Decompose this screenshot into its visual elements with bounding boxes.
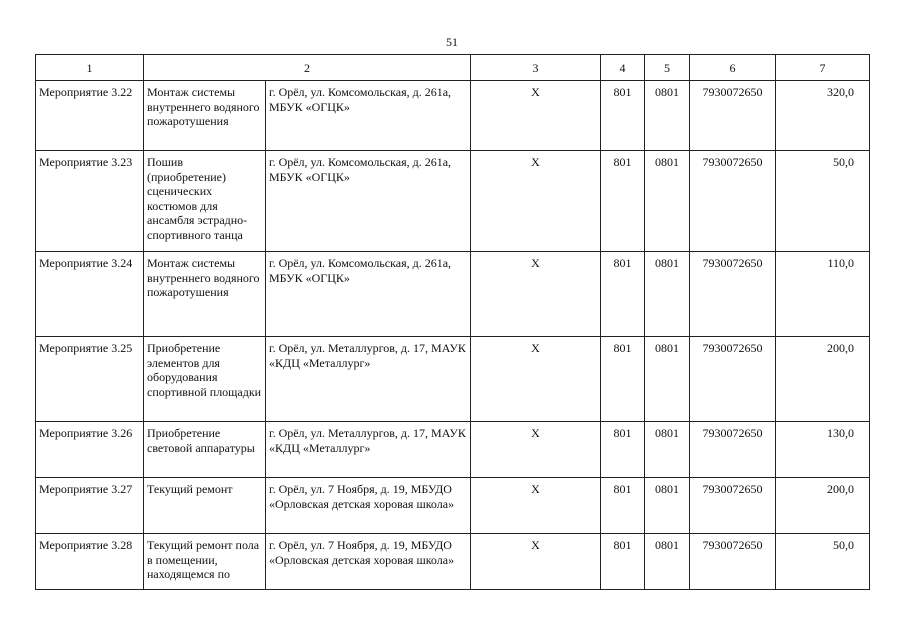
header-cell-3: 3 bbox=[471, 55, 601, 81]
col6-cell: 7930072650 bbox=[690, 422, 776, 478]
col7-cell bbox=[776, 422, 870, 478]
event-cell: Мероприятие 3.23 bbox=[36, 151, 144, 252]
page-number: 51 bbox=[446, 35, 458, 49]
col5-cell: 0801 bbox=[645, 252, 690, 337]
name-cell: Пошив (приобретение) сценических костюмов для ансамбля эстрадно-спортивного танца bbox=[144, 151, 266, 252]
col4-cell: 801 bbox=[601, 534, 645, 590]
col3-cell: X bbox=[471, 252, 601, 337]
col7-cell bbox=[776, 81, 870, 151]
name-cell: Приобретение элементов для оборудования спортивной площадки bbox=[144, 337, 266, 422]
col7-cell bbox=[776, 252, 870, 337]
address-cell: г. Орёл, ул. 7 Ноября, д. 19, МБУДО «Орловская детская хоровая школа» bbox=[266, 478, 471, 534]
col3-cell: X bbox=[471, 478, 601, 534]
col4-cell: 801 bbox=[601, 81, 645, 151]
event-cell: Мероприятие 3.27 bbox=[36, 478, 144, 534]
table-row bbox=[36, 478, 870, 534]
amount-value: 200,0 bbox=[827, 341, 854, 355]
col6-cell: 7930072650 bbox=[690, 151, 776, 252]
col7-cell bbox=[776, 534, 870, 590]
amount-value: 50,0 bbox=[833, 538, 854, 552]
col5-cell: 0801 bbox=[645, 534, 690, 590]
col6-cell: 7930072650 bbox=[690, 337, 776, 422]
col7-cell bbox=[776, 478, 870, 534]
header-cell-2: 2 bbox=[144, 55, 471, 81]
header-cell-1: 1 bbox=[36, 55, 144, 81]
name-cell: Текущий ремонт пола в помещении, находящемся по bbox=[144, 534, 266, 590]
col3-cell: X bbox=[471, 81, 601, 151]
col4-cell: 801 bbox=[601, 252, 645, 337]
col6-cell: 7930072650 bbox=[690, 478, 776, 534]
name-cell: Монтаж системы внутреннего водяного пожаротушения bbox=[144, 252, 266, 337]
name-cell: Приобретение световой аппаратуры bbox=[144, 422, 266, 478]
col5-cell: 0801 bbox=[645, 151, 690, 252]
table-row bbox=[36, 534, 870, 590]
name-cell: Текущий ремонт bbox=[144, 478, 266, 534]
amount-value: 320,0 bbox=[827, 85, 854, 99]
event-cell: Мероприятие 3.24 bbox=[36, 252, 144, 337]
address-cell: г. Орёл, ул. Комсомольская, д. 261а, МБУК «ОГЦК» bbox=[266, 151, 471, 252]
table-row bbox=[36, 252, 870, 337]
header-cell-6: 6 bbox=[690, 55, 776, 81]
header-cell-4: 4 bbox=[601, 55, 645, 81]
col4-cell: 801 bbox=[601, 422, 645, 478]
header-cell-5: 5 bbox=[645, 55, 690, 81]
table-row bbox=[36, 81, 870, 151]
col4-cell: 801 bbox=[601, 337, 645, 422]
col5-cell: 0801 bbox=[645, 478, 690, 534]
col6-cell: 7930072650 bbox=[690, 534, 776, 590]
col3-cell: X bbox=[471, 151, 601, 252]
address-cell: г. Орёл, ул. Комсомольская, д. 261а, МБУК «ОГЦК» bbox=[266, 252, 471, 337]
event-cell: Мероприятие 3.22 bbox=[36, 81, 144, 151]
name-cell: Монтаж системы внутреннего водяного пожаротушения bbox=[144, 81, 266, 151]
col7-cell bbox=[776, 337, 870, 422]
table-row bbox=[36, 151, 870, 252]
address-cell: г. Орёл, ул. Металлургов, д. 17, МАУК «КДЦ «Металлург» bbox=[266, 422, 471, 478]
col3-cell: X bbox=[471, 337, 601, 422]
col3-cell: X bbox=[471, 422, 601, 478]
col6-cell: 7930072650 bbox=[690, 252, 776, 337]
address-cell: г. Орёл, ул. 7 Ноября, д. 19, МБУДО «Орловская детская хоровая школа» bbox=[266, 534, 471, 590]
table-row bbox=[36, 337, 870, 422]
amount-value: 110,0 bbox=[827, 256, 854, 270]
col4-cell: 801 bbox=[601, 478, 645, 534]
header-cell-7: 7 bbox=[776, 55, 870, 81]
amount-value: 50,0 bbox=[833, 155, 854, 169]
address-cell: г. Орёл, ул. Комсомольская, д. 261а, МБУК «ОГЦК» bbox=[266, 81, 471, 151]
event-cell: Мероприятие 3.28 bbox=[36, 534, 144, 590]
col3-cell: X bbox=[471, 534, 601, 590]
col4-cell: 801 bbox=[601, 151, 645, 252]
address-cell: г. Орёл, ул. Металлургов, д. 17, МАУК «КДЦ «Металлург» bbox=[266, 337, 471, 422]
event-cell: Мероприятие 3.26 bbox=[36, 422, 144, 478]
amount-value: 200,0 bbox=[827, 482, 854, 496]
col6-cell: 7930072650 bbox=[690, 81, 776, 151]
col5-cell: 0801 bbox=[645, 81, 690, 151]
col5-cell: 0801 bbox=[645, 422, 690, 478]
col5-cell: 0801 bbox=[645, 337, 690, 422]
header-row bbox=[36, 55, 870, 81]
event-cell: Мероприятие 3.25 bbox=[36, 337, 144, 422]
amount-value: 130,0 bbox=[827, 426, 854, 440]
table-row bbox=[36, 422, 870, 478]
col7-cell bbox=[776, 151, 870, 252]
budget-table bbox=[35, 54, 870, 590]
